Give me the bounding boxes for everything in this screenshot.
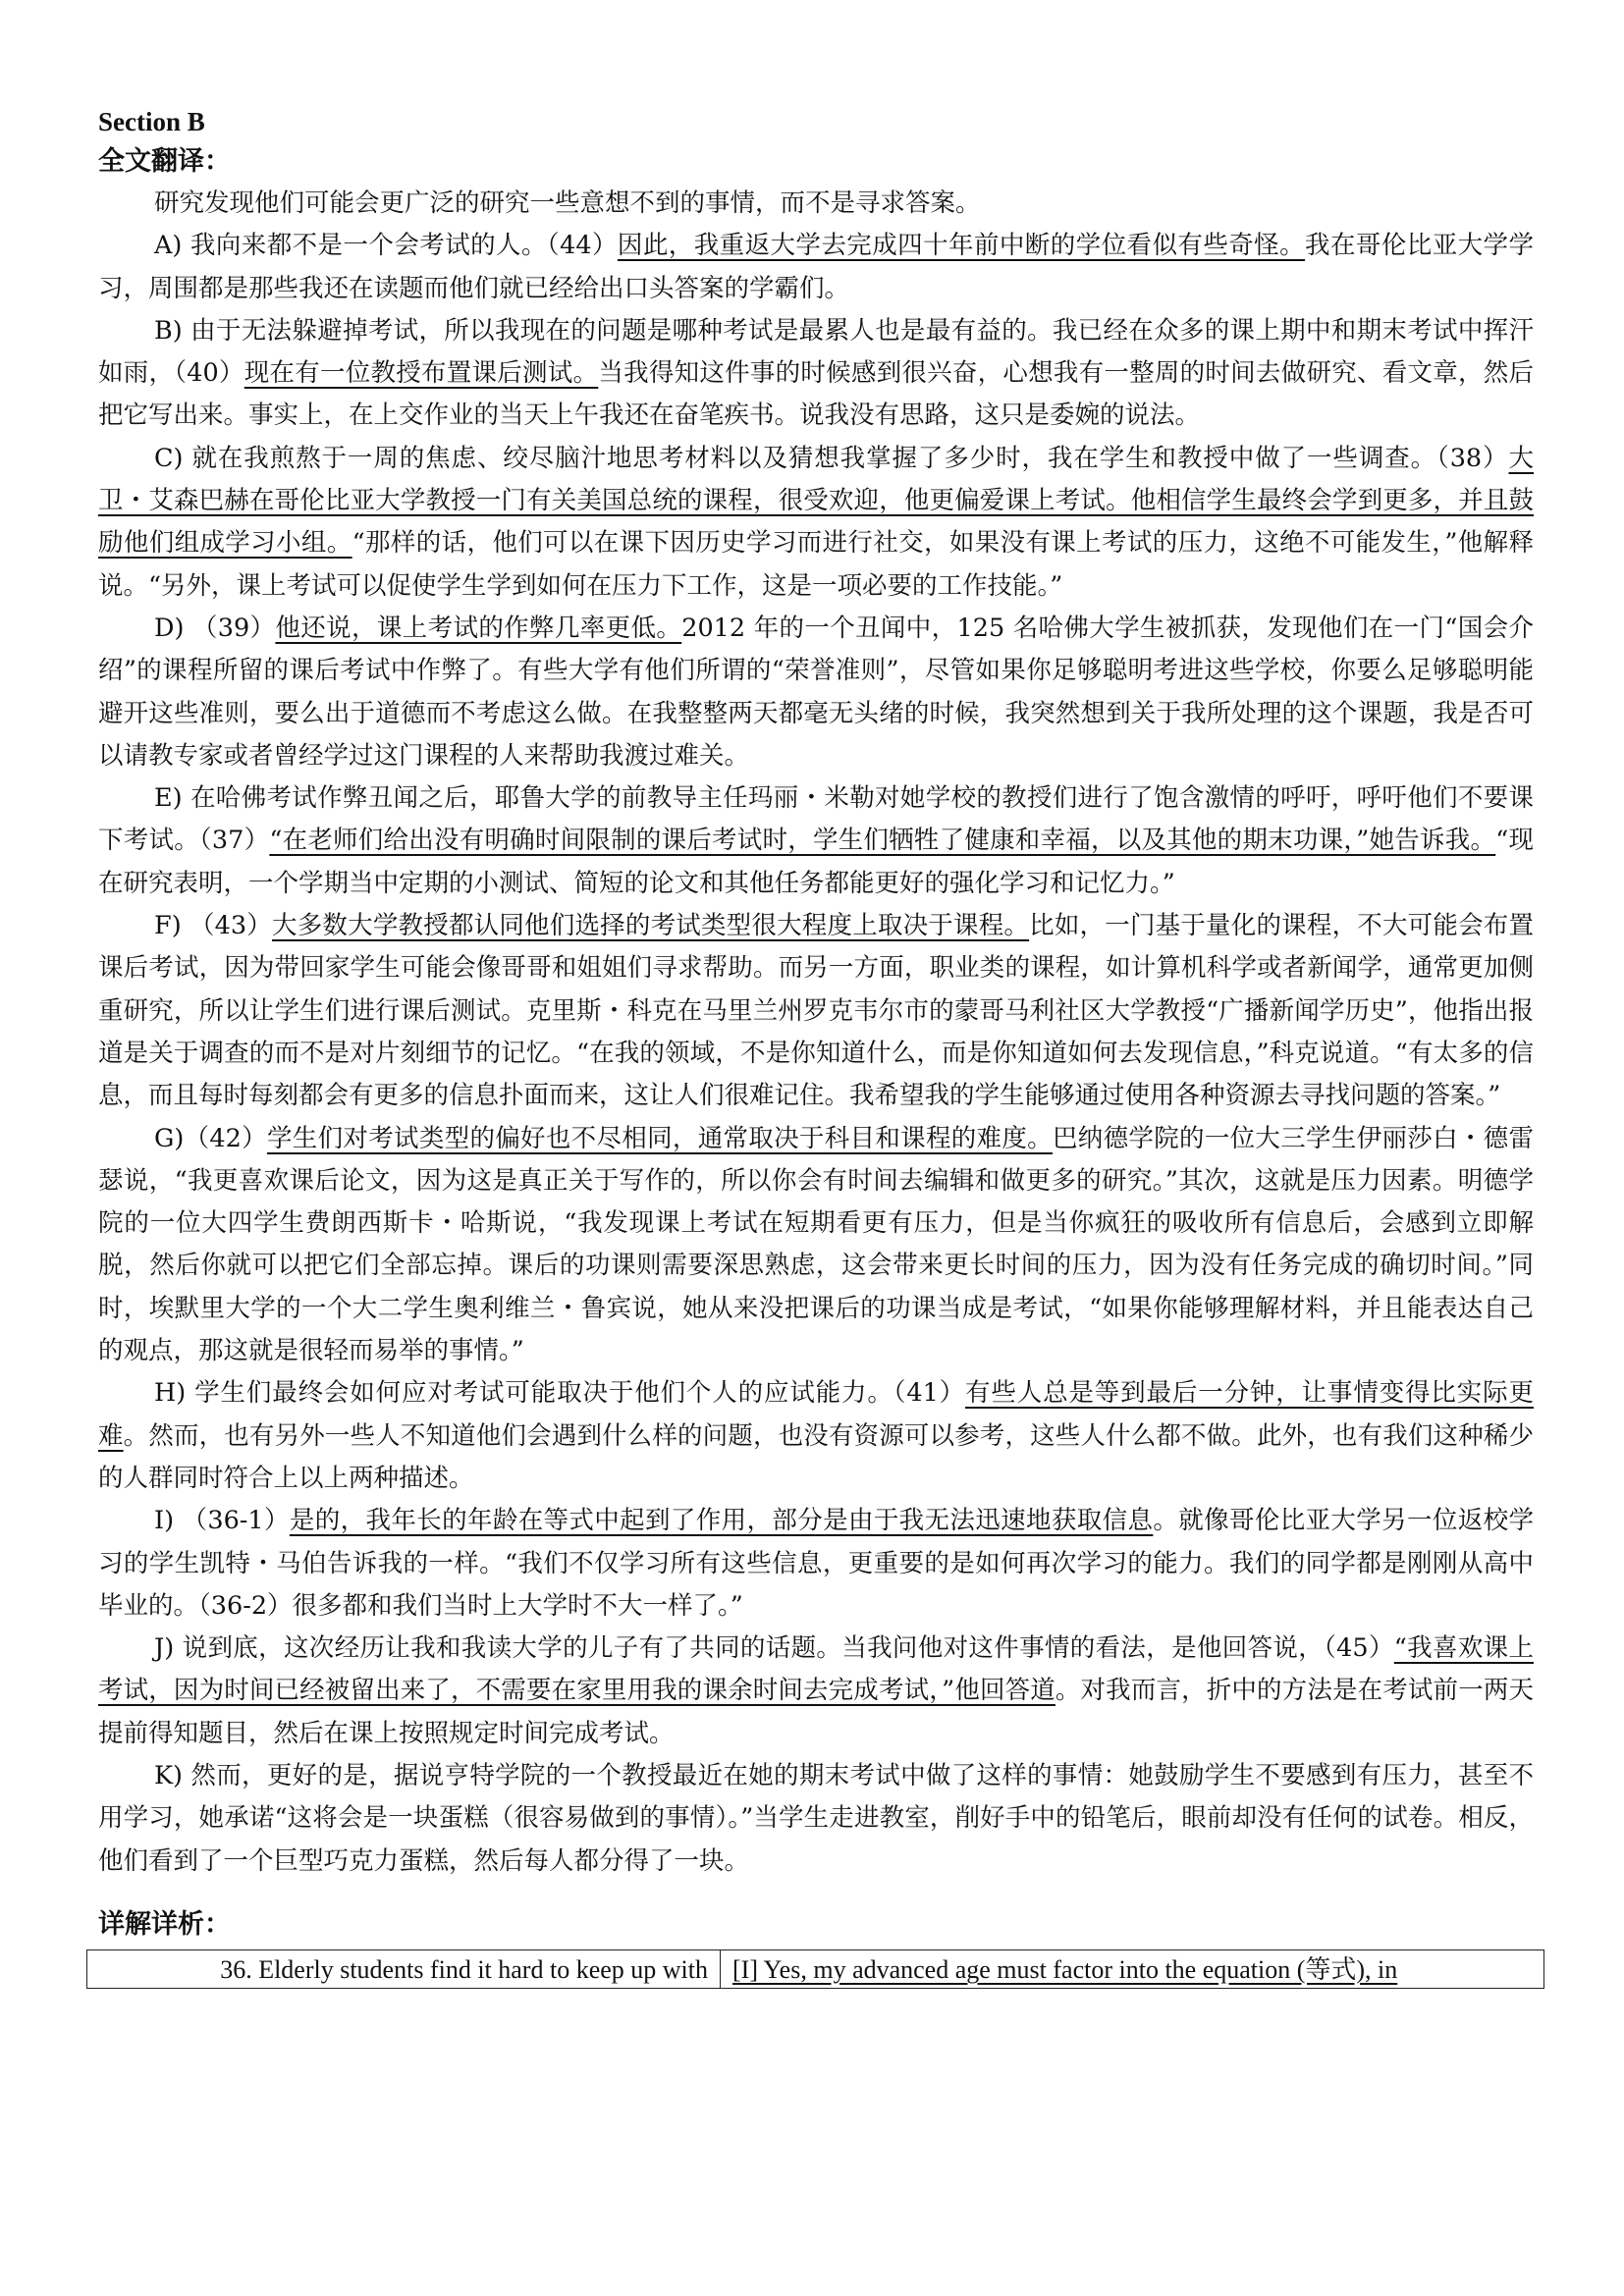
paragraph-text: G)（42） <box>154 1123 267 1153</box>
paragraph-text: 我在哥伦比亚大学学习，周围都是那些我还在读题而他们就已经给出口头答案的学霸们。 <box>98 231 1534 303</box>
paragraph-text: E) 在哈佛考试作弊丑闻之后，耶鲁大学的前教导主任玛丽・米勒对她学校的教授们进行了饱含激情的呼吁，呼吁他们不要课下考试。（37） <box>98 783 1535 856</box>
paragraph-text: 。然而，也有另外一些人不知道他们会遇到什么样的问题，也没有资源可以参考，这些人什么都不做。此外，也有我们这种稀少的人群同时符合上以上两种描述。 <box>98 1420 1534 1493</box>
paragraph-text: “那样的话，他们可以在课下因历史学习而进行社交，如果没有课上考试的压力，这绝不可能发生，”他解释说。“另外，课上考试可以促使学生学到如何在压力下工作，这是一项必要的工作技能。” <box>98 528 1534 601</box>
paragraph-text: J) 说到底，这次经历让我和我读大学的儿子有了共同的话题。当我问他对这件事情的看法，是他回答说，（45） <box>154 1633 1394 1664</box>
analysis-table <box>86 1949 1544 1989</box>
paragraph <box>98 1372 1534 1500</box>
paragraph <box>98 438 1534 608</box>
paragraph <box>98 608 1534 777</box>
underlined-evidence: 有些人总是等到最后一分钟，让事情变得比实际更难 <box>98 1378 1534 1451</box>
paragraph <box>98 310 1534 438</box>
underlined-evidence: “我喜欢课上考试，因为时间已经被留出来了，不需要在家里用我的课余时间去完成考试，”他回答道 <box>98 1633 1534 1706</box>
section-title: Section B <box>98 107 205 136</box>
evidence-cell: [I] Yes, my advanced age must factor into the equation (等式), in <box>721 1949 1544 1988</box>
paragraph-text: “现在研究表明，一个学期当中定期的小测试、简短的论文和其他任务都能更好的强化学习和记忆力。” <box>98 826 1535 898</box>
translation-heading: 全文翻译： <box>98 146 231 177</box>
paragraph-text: B) 由于无法躲避掉考试，所以我现在的问题是哪种考试是最累人也是最有益的。我已经在众多的课上期中和期末考试中挥汗如雨，（40） <box>98 315 1534 389</box>
underlined-evidence: 大卫・艾森巴赫在哥伦比亚大学教授一门有关美国总统的课程，很受欢迎，他更偏爱课上考试。他相信学生最终会学到更多，并且鼓励他们组成学习小组。 <box>98 443 1534 559</box>
paragraph <box>98 1118 1534 1373</box>
paragraph-text: 。对我而言，折中的方法是在考试前一两天提前得知题目，然后在课上按照规定时间完成考试。 <box>98 1676 1534 1748</box>
paragraph-text: F) （43） <box>154 911 273 941</box>
table-row <box>87 1949 1544 1988</box>
paragraph-text: 2012 年的一个丑闻中，125 名哈佛大学生被抓获，发现他们在一门“国会介绍”的课程所留的课后考试中作弊了。有些大学有他们所谓的“荣誉准则”，尽管如果你足够聪明考进这些学校，你要么足够聪明能避开这些准则，要么出于道德而不考虑这么做。在我整整两天都毫无头绪的时候，我突然想到关于我所处理的这个课题，我是否可以请教专家或者曾经学过这门课程的人来帮助我渡过难关。 <box>98 613 1534 771</box>
underlined-evidence: 因此，我重返大学去完成四十年前中断的学位看似有些奇怪。 <box>617 231 1306 261</box>
paragraph <box>98 777 1534 905</box>
paragraph-text: D) （39） <box>154 613 276 643</box>
underlined-evidence: “在老师们给出没有明确时间限制的课后考试时，学生们牺牲了健康和幸福，以及其他的期末功课，”她告诉我。 <box>269 826 1496 856</box>
paragraph-text: 。就像哥伦比亚大学另一位返校学习的学生凯特・马伯告诉我的一样。“我们不仅学习所有这些信息，更重要的是如何再次学习的能力。我们的同学都是刚刚从高中毕业的。（36-2）很多都和我们当时上大学时不大一样了。” <box>98 1506 1534 1621</box>
paragraph <box>98 1755 1534 1883</box>
paragraph <box>98 1628 1534 1755</box>
translation-paragraphs <box>98 225 1534 1883</box>
paragraph-text: K) 然而，更好的是，据说亨特学院的一个教授最近在她的期末考试中做了这样的事情：她鼓励学生不要感到有压力，甚至不用学习，她承诺“这将会是一块蛋糕（很容易做到的事情）。”当学生走进教室，削好手中的铅笔后，眼前却没有任何的试卷。相反，他们看到了一个巨型巧克力蛋糕，然后每人都分得了一块。 <box>98 1760 1534 1876</box>
document-page <box>98 102 1534 1989</box>
paragraph <box>98 905 1534 1117</box>
question-cell: 36. Elderly students find it hard to keep up with <box>87 1949 721 1988</box>
paragraph-text: A) 我向来都不是一个会考试的人。（44） <box>154 231 618 261</box>
intro-paragraph: 研究发现他们可能会更广泛的研究一些意想不到的事情，而不是寻求答案。 <box>154 188 981 218</box>
paragraph-text: 巴纳德学院的一位大三学生伊丽莎白・德雷瑟说，“我更喜欢课后论文，因为这是真正关于写作的，所以你会有时间去编辑和做更多的研究。”其次，这就是压力因素。明德学院的一位大四学生费朗西斯卡・哈斯说，“我发现课上考试在短期看更有压力，但是当你疯狂的吸收所有信息后，会感到立即解脱，然后你就可以把它们全部忘掉。课后的功课则需要深思熟虑，这会带来更长时间的压力，因为没有任务完成的确切时间。”同时，埃默里大学的一个大二学生奥利维兰・鲁宾说，她从来没把课后的功课当成是考试，“如果你能够理解材料，并且能表达自己的观点，那这就是很轻而易举的事情。” <box>98 1123 1534 1366</box>
paragraph-text: I) （36-1） <box>154 1506 290 1536</box>
underlined-evidence: 他还说，课上考试的作弊几率更低。 <box>275 613 682 643</box>
paragraph-text: H) 学生们最终会如何应对考试可能取决于他们个人的应试能力。（41） <box>154 1378 966 1409</box>
paragraph-text: C) 就在我煎熬于一周的焦虑、绞尽脑汁地思考材料以及猜想我掌握了多少时，我在学生和教授中做了一些调查。（38） <box>154 443 1509 473</box>
underlined-evidence: 学生们对考试类型的偏好也不尽相同，通常取决于科目和课程的难度。 <box>267 1123 1053 1153</box>
underlined-evidence: 现在有一位教授布置课后测试。 <box>244 358 599 389</box>
underlined-evidence: 大多数大学教授都认同他们选择的考试类型很大程度上取决于课程。 <box>272 911 1030 941</box>
analysis-heading: 详解详析： <box>98 1908 231 1940</box>
underlined-evidence: 是的，我年长的年龄在等式中起到了作用，部分是由于我无法迅速地获取信息 <box>289 1506 1154 1536</box>
paragraph <box>98 1500 1534 1628</box>
paragraph <box>98 225 1534 310</box>
paragraph-text: 比如，一门基于量化的课程，不大可能会布置课后考试，因为带回家学生可能会像哥哥和姐姐们寻求帮助。而另一方面，职业类的课程，如计算机科学或者新闻学，通常更加侧重研究，所以让学生们进行课后测试。克里斯・科克在马里兰州罗克韦尔市的蒙哥马利社区大学教授“广播新闻学历史”，他指出报道是关于调查的而不是对片刻细节的记忆。“在我的领域，不是你知道什么，而是你知道如何去发现信息，”科克说道。“有太多的信息，而且每时每刻都会有更多的信息扑面而来，这让人们很难记住。我希望我的学生能够通过使用各种资源去寻找问题的答案。” <box>98 911 1534 1111</box>
paragraph-text: 当我得知这件事的时候感到很兴奋，心想我有一整周的时间去做研究、看文章，然后把它写出来。事实上，在上交作业的当天上午我还在奋笔疾书。说我没有思路，这只是委婉的说法。 <box>98 358 1534 431</box>
